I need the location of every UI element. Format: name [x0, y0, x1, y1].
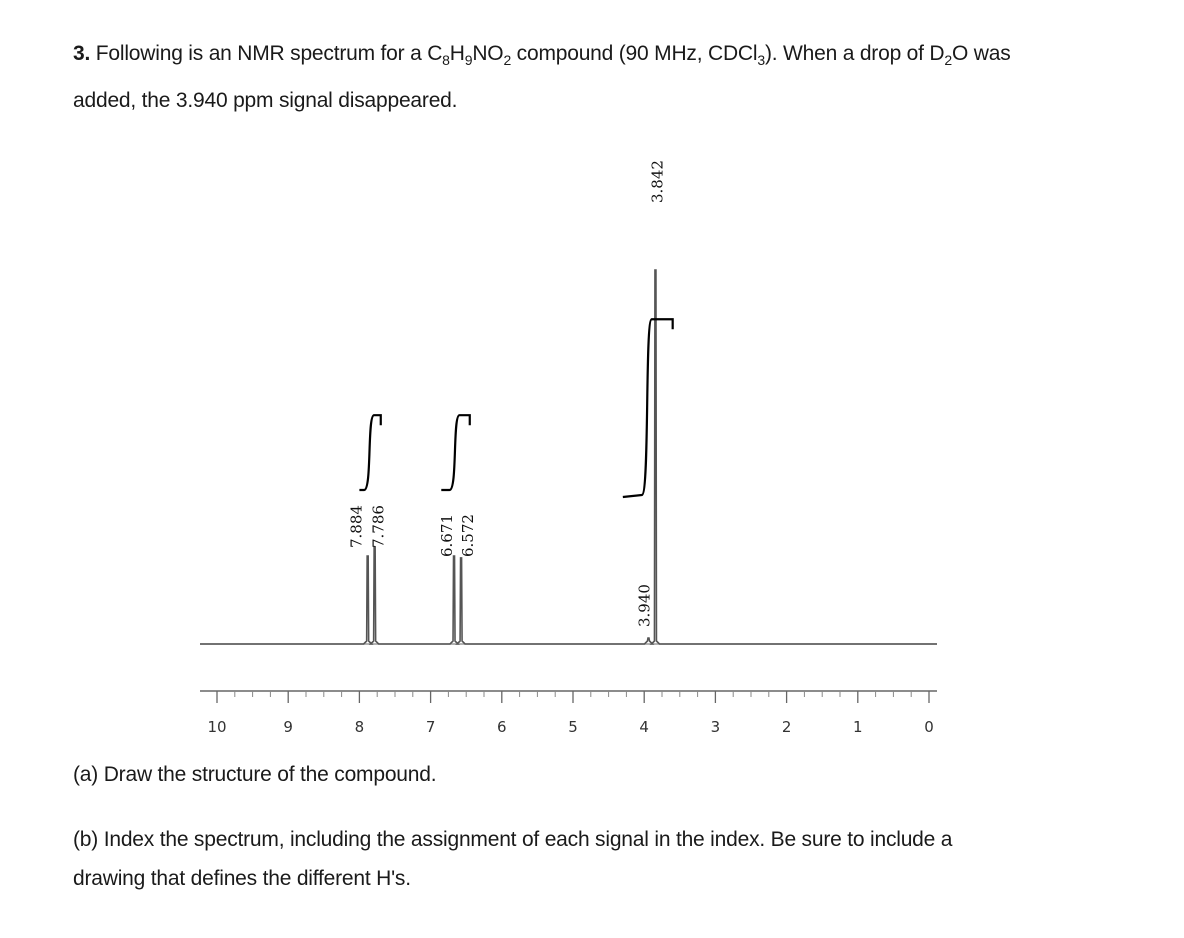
spectrum-trace: [200, 270, 937, 644]
peak-label: 7.884: [347, 505, 366, 548]
part-a-prompt: (a) Draw the structure of the compound.: [73, 763, 437, 786]
peak-labels: [348, 160, 667, 627]
x-tick-label: 8: [354, 718, 365, 736]
peak-label: 7.786: [369, 505, 388, 548]
question-text-part: ). When a drop of D: [764, 42, 945, 65]
x-tick-label: 6: [497, 718, 507, 736]
subscript: 9: [464, 52, 473, 68]
integral-curve: [623, 319, 673, 497]
x-tick-label: 1: [853, 718, 863, 736]
question-line-2: added, the 3.940 ppm signal disappeared.: [73, 89, 458, 112]
subscript: 8: [442, 52, 450, 68]
x-axis-ticks: [207, 691, 933, 736]
x-tick-label: 7: [425, 718, 436, 736]
integral-curve: [359, 415, 380, 490]
part-b-prompt-line-1: (b) Index the spectrum, including the assignment of each signal in the index. Be sure to include a: [73, 828, 953, 851]
question-number: 3.: [73, 42, 91, 65]
x-tick-label: 2: [781, 718, 792, 736]
x-tick-label: 3: [710, 718, 721, 736]
question-text-part: NO: [472, 42, 504, 65]
peak-label: 6.572: [459, 514, 478, 557]
x-tick-label: 10: [207, 718, 227, 736]
question-text-part: H: [449, 42, 465, 65]
integral-curve: [441, 415, 469, 490]
question-text-part: Following is an NMR spectrum for a C: [95, 42, 443, 65]
peak-label: 6.671: [438, 514, 457, 557]
x-tick-label: 9: [283, 718, 293, 736]
x-tick-label: 0: [924, 718, 934, 736]
part-b-prompt-line-2: drawing that defines the different H's.: [73, 867, 411, 890]
question-text-part: compound (90 MHz, CDCl: [511, 42, 758, 65]
subscript: 3: [757, 52, 765, 68]
integral-curves: [359, 319, 672, 497]
peak-label: 3.940: [635, 584, 654, 627]
x-tick-label: 5: [568, 718, 578, 736]
subscript: 2: [944, 52, 952, 68]
question-text-part: O was: [952, 42, 1011, 65]
peak-label: 3.842: [648, 160, 667, 203]
subscript: 2: [503, 52, 512, 68]
x-tick-label: 4: [639, 718, 649, 736]
